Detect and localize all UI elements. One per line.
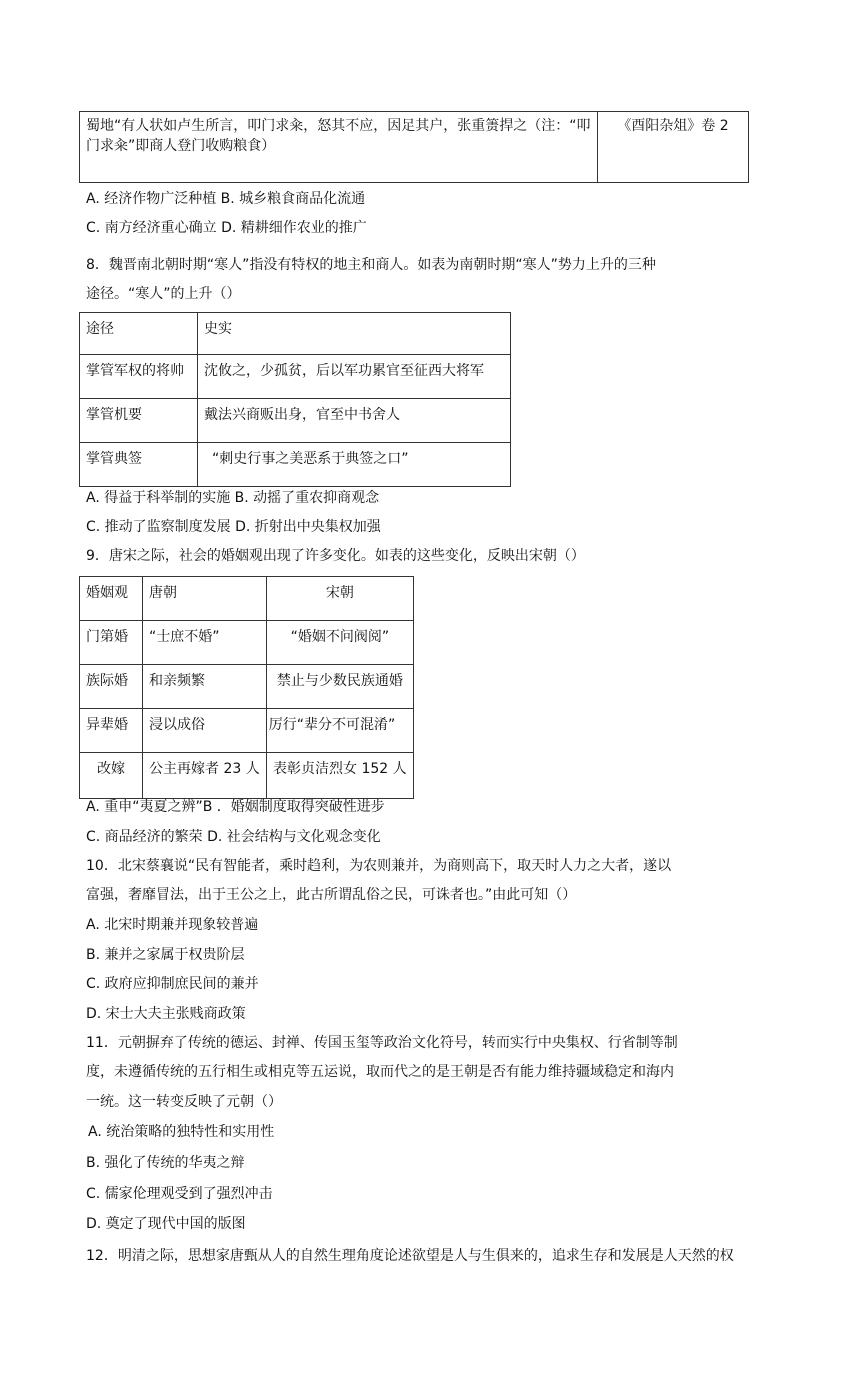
table-cell: “婚姻不问阀阅” bbox=[266, 621, 413, 665]
q9-options-line2: C. 商品经济的繁荣 D. 社会结构与文化观念变化 bbox=[86, 829, 381, 845]
table-cell: 掌管典签 bbox=[80, 443, 198, 487]
table-cell: 戴法兴商贩出身，官至中书舍人 bbox=[198, 399, 511, 443]
table-cell: 和亲频繁 bbox=[143, 665, 267, 709]
table-cell: 族际婚 bbox=[80, 665, 143, 709]
table-row bbox=[80, 621, 414, 665]
q10-option-b: B. 兼并之家属于权贵阶层 bbox=[86, 947, 245, 963]
q11-stem-line3: 一统。这一转变反映了元朝（） bbox=[86, 1094, 282, 1110]
q9-table bbox=[79, 576, 414, 799]
header-cell: 途径 bbox=[80, 313, 198, 355]
table-cell: 掌管军权的将帅 bbox=[80, 355, 198, 399]
table-row bbox=[80, 443, 511, 487]
q8-stem-line1: 8．魏晋南北朝时期“寒人”指没有特权的地主和商人。如表为南朝时期“寒人”势力上升的三种 bbox=[86, 257, 656, 273]
q7-options-line2: C. 南方经济重心确立 D. 精耕细作农业的推广 bbox=[86, 220, 367, 236]
source-cell: 《酉阳杂俎》卷 2 bbox=[598, 112, 749, 183]
q11-option-d: D. 奠定了现代中国的版图 bbox=[86, 1216, 246, 1232]
table-cell: 异辈婚 bbox=[80, 709, 143, 753]
q10-option-c: C. 政府应抑制庶民间的兼并 bbox=[86, 976, 259, 992]
table-row bbox=[80, 577, 414, 621]
table-cell: 掌管机要 bbox=[80, 399, 198, 443]
table-cell: 表彰贞洁烈女 152 人 bbox=[266, 753, 413, 799]
table-cell: 公主再嫁者 23 人 bbox=[143, 753, 267, 799]
q9-stem: 9．唐宋之际，社会的婚姻观出现了许多变化。如表的这些变化，反映出宋朝（） bbox=[86, 548, 585, 564]
table-row bbox=[80, 709, 414, 753]
table-cell: 沈攸之，少孤贫，后以军功累官至征西大将军 bbox=[198, 355, 511, 399]
header-cell: 宋朝 bbox=[266, 577, 413, 621]
table-row bbox=[80, 355, 511, 399]
header-cell: 唐朝 bbox=[143, 577, 267, 621]
q10-option-d: D. 宋士大夫主张贱商政策 bbox=[86, 1006, 246, 1022]
q11-option-a: A. 统治策略的独特性和实用性 bbox=[88, 1124, 275, 1140]
q11-stem-line1: 11．元朝摒弃了传统的德运、封禅、传国玉玺等政治文化符号，转而实行中央集权、行省制等制 bbox=[86, 1035, 678, 1051]
q10-option-a: A. 北宋时期兼并现象较普遍 bbox=[86, 917, 259, 933]
q11-stem-line2: 度，未遵循传统的五行相生或相克等五运说，取而代之的是王朝是否有能力维持疆域稳定和海内 bbox=[86, 1064, 674, 1080]
q10-stem-line2: 富强，奢靡冒法，出于王公之上，此古所谓乱俗之民，可诛者也。”由此可知（） bbox=[86, 887, 577, 903]
table-cell: 改嫁 bbox=[80, 753, 143, 799]
table-row bbox=[80, 313, 511, 355]
source-table bbox=[79, 111, 749, 183]
table-cell: 浸以成俗 bbox=[143, 709, 267, 753]
table-row bbox=[80, 753, 414, 799]
table-row bbox=[80, 112, 749, 183]
table-cell: 门第婚 bbox=[80, 621, 143, 665]
table-cell: “刺史行事之美恶系于典签之口” bbox=[198, 443, 511, 487]
q10-stem-line1: 10．北宋蔡襄说“民有智能者，乘时趋利，为农则兼并，为商则高下，取天时人力之大者，遂以 bbox=[86, 858, 672, 874]
table-row bbox=[80, 399, 511, 443]
table-row bbox=[80, 665, 414, 709]
q7-options-line1: A. 经济作物广泛种植 B. 城乡粮食商品化流通 bbox=[86, 191, 366, 207]
q8-table bbox=[79, 312, 511, 487]
q8-options-line2: C. 推动了监察制度发展 D. 折射出中央集权加强 bbox=[86, 519, 381, 535]
header-cell: 婚姻观 bbox=[80, 577, 143, 621]
q8-options-line1: A. 得益于科举制的实施 B. 动摇了重农抑商观念 bbox=[86, 490, 380, 506]
q9-options-line1: A. 重申“夷夏之辨”B ．婚姻制度取得突破性进步 bbox=[86, 799, 385, 815]
q8-stem-line2: 途径。“寒人”的上升（） bbox=[86, 286, 241, 302]
q11-option-b: B. 强化了传统的华夷之辩 bbox=[86, 1155, 245, 1171]
table-cell: 厉行“辈分不可混淆” bbox=[266, 709, 413, 753]
q12-stem-line1: 12．明清之际，思想家唐甄从人的自然生理角度论述欲望是人与生俱来的，追求生存和发展是人天然的权 bbox=[86, 1248, 734, 1264]
table-cell: 禁止与少数民族通婚 bbox=[266, 665, 413, 709]
header-cell: 史实 bbox=[198, 313, 511, 355]
table-cell: “士庶不婚” bbox=[143, 621, 267, 665]
q11-option-c: C. 儒家伦理观受到了强烈冲击 bbox=[86, 1186, 273, 1202]
quote-cell: 蜀地“有人状如卢生所言，叩门求籴，怒其不应，因足其户，张重箦捍之（注：“叩门求籴”即商人登门收购粮食） bbox=[80, 112, 598, 183]
